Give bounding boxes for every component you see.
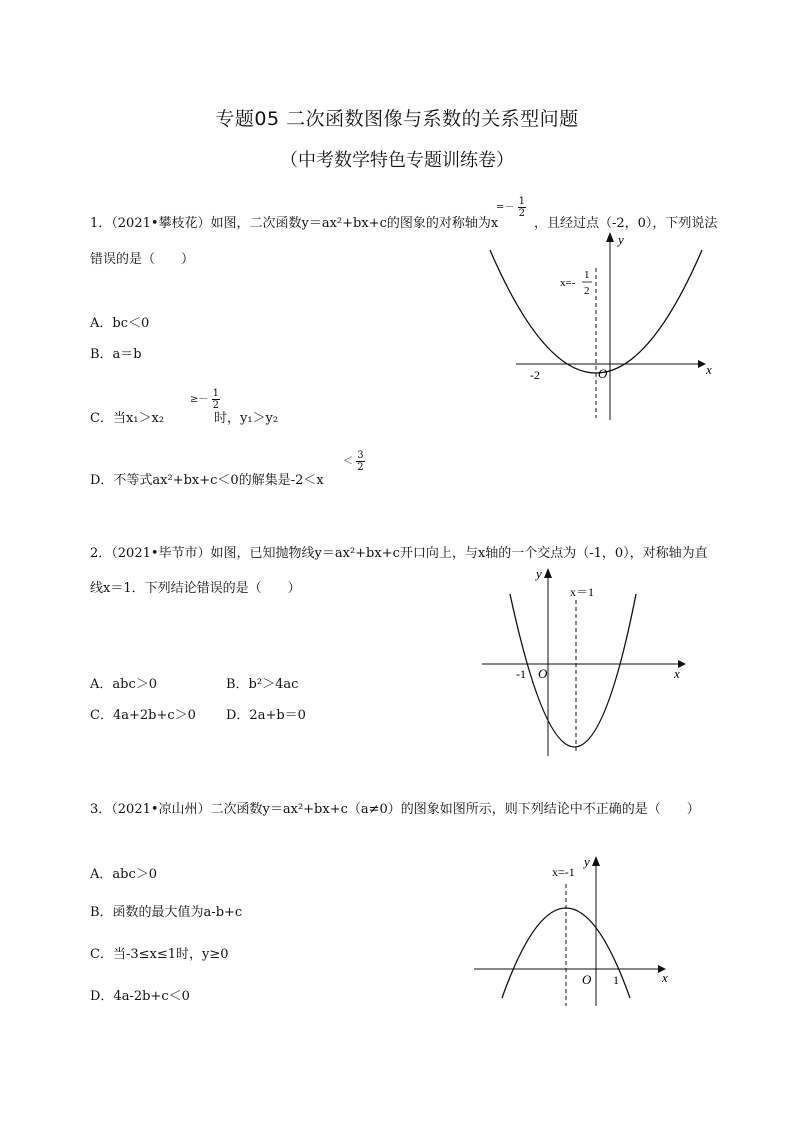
- q3-option-d: D．4a-2b+c＜0: [90, 989, 190, 1004]
- q1-y-axis-arrow: [606, 232, 614, 242]
- q3-option-c: C．当-3≤x≤1时，y≥0: [90, 947, 229, 962]
- q1-option-c-part-b: 时，y₁＞y₂: [214, 411, 279, 426]
- q1-sym-label-den: 2: [584, 285, 590, 297]
- q1-stem-part-b: ，且经过点（-2，0），下列说法: [534, 216, 718, 231]
- page-subtitle: （中考数学特色专题训练卷）: [280, 150, 514, 171]
- q1-option-d-bound: [343, 450, 365, 473]
- q3-sym-label: x=-1: [552, 865, 575, 879]
- q2-option-d: D．2a+b＝0: [226, 708, 306, 723]
- q1-option-c-fraction: [212, 388, 220, 411]
- q1-sym-label-num: 1: [584, 269, 590, 281]
- q3-option-a: A．abc＞0: [90, 867, 158, 882]
- q1-stem-line2: 错误的是（ ）: [90, 252, 195, 267]
- q2-x-label: x: [674, 666, 680, 681]
- page-title: 专题05 二次函数图像与系数的关系型问题: [215, 108, 579, 130]
- q3-y-axis-arrow: [592, 856, 600, 866]
- q1-stem-part-a: 1．（2021•攀枝花）如图，二次函数y＝ax²+bx+c的图象的对称轴为x: [90, 216, 499, 231]
- q2-origin-label: O: [538, 666, 548, 681]
- q3-option-b: B．函数的最大值为a-b+c: [90, 905, 243, 920]
- q2-parabola-graph: [478, 560, 708, 760]
- q2-option-b: B．b²＞4ac: [226, 677, 299, 692]
- q2-stem-line1: 2．（2021•毕节市）如图，已知抛物线y＝ax²+bx+c开口向上，与x轴的一个交点为（-1，0），对称轴为直: [90, 546, 708, 561]
- q1-x-label: x: [706, 362, 712, 377]
- q1-y-label: y: [618, 232, 624, 247]
- q2-parabola-curve: [510, 594, 636, 747]
- q3-origin-label: O: [582, 972, 592, 987]
- q1-sym-label: x=-: [560, 277, 576, 289]
- q1-origin-label: O: [598, 366, 608, 381]
- q2-stem-line2: 线x＝1．下列结论错误的是（ ）: [90, 581, 301, 596]
- q3-y-label: y: [584, 854, 590, 869]
- q2-y-label: y: [536, 566, 542, 581]
- q2-root-label: -1: [516, 667, 526, 681]
- q1-option-c: [90, 410, 164, 428]
- q1-x-axis-arrow: [698, 360, 706, 368]
- q1-option-d-lt: ＜: [343, 456, 353, 467]
- q1-option-a: A．bc＜0: [90, 316, 150, 331]
- q2-y-axis-arrow: [544, 568, 552, 578]
- q1-parabola-graph: [480, 228, 720, 428]
- q3-parabola-graph: [470, 848, 680, 1008]
- q2-sym-label: x＝1: [570, 585, 595, 599]
- q1-option-d-frac-den: 2: [357, 462, 364, 473]
- q1-sym-frac-num: 1: [518, 196, 525, 207]
- q1-option-c-frac-den: 2: [212, 400, 219, 411]
- q1-option-b: B．a＝b: [90, 347, 142, 362]
- q1-sym-eq-sign: =－: [496, 202, 515, 213]
- q1-sym-fraction: [518, 196, 526, 219]
- q1-option-c-frac-num: 1: [212, 388, 219, 399]
- q1-option-d: D．不等式ax²+bx+c＜0的解集是-2＜x: [90, 473, 324, 488]
- q1-stem-line1: [90, 215, 498, 233]
- q1-option-d-frac-num: 3: [357, 450, 364, 461]
- q1-option-c-ge: ≥－: [190, 394, 209, 405]
- q2-option-c: C．4a+2b+c＞0: [90, 708, 196, 723]
- q1-root-label: -2: [530, 368, 540, 382]
- q1-option-c-part-a: C．当x₁＞x₂: [90, 411, 165, 426]
- q3-root-label: 1: [613, 973, 619, 987]
- q2-option-a: A．abc＞0: [90, 677, 158, 692]
- q1-sym-frac-den: 2: [518, 208, 525, 219]
- q3-x-label: x: [662, 970, 668, 985]
- q3-stem: 3．（2021•凉山州）二次函数y＝ax²+bx+c（a≠0）的图象如图所示，则下列结论中不正确的是（ ）: [90, 802, 700, 817]
- q1-sym-eq: [496, 196, 526, 219]
- q1-option-d-fraction: [356, 450, 364, 473]
- q1-option-c-cond: [190, 388, 220, 411]
